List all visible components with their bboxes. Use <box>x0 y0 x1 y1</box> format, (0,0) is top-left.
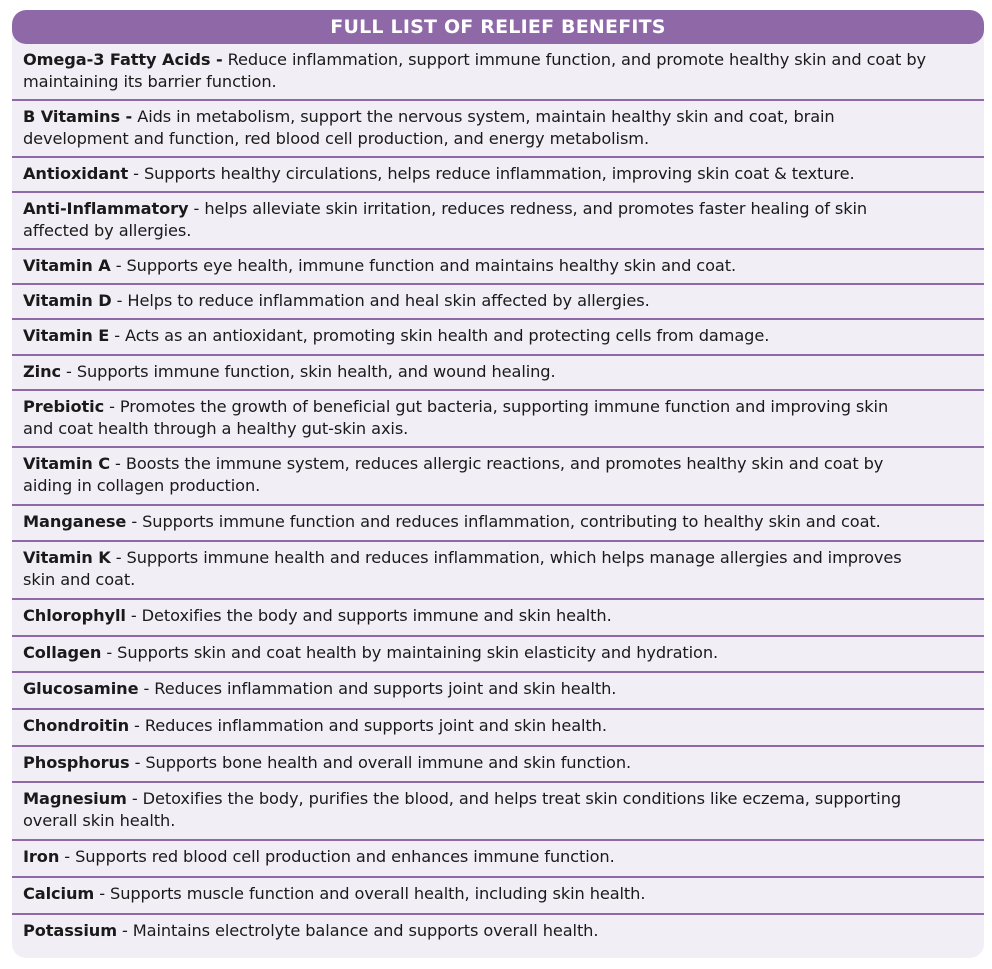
benefit-description-continued: affected by allergies. <box>23 221 192 240</box>
benefit-description-continued: development and function, red blood cell production, and energy metabolism. <box>23 129 650 148</box>
benefit-term: B Vitamins - <box>23 107 133 126</box>
benefit-description: - Helps to reduce inflammation and heal skin affected by allergies. <box>111 291 650 310</box>
benefit-term: Magnesium <box>23 789 127 808</box>
benefit-term: Collagen <box>23 643 102 662</box>
benefit-line <box>23 453 974 475</box>
benefit-line <box>23 396 974 418</box>
benefit-row <box>12 158 984 193</box>
benefit-line <box>23 846 974 868</box>
benefit-line <box>23 325 974 347</box>
benefit-line <box>23 49 974 71</box>
benefit-term: Antioxidant <box>23 164 129 183</box>
benefit-row <box>12 841 984 878</box>
benefit-row <box>12 391 984 448</box>
benefit-term: Iron <box>23 847 60 866</box>
benefit-description: - Supports red blood cell production and enhances immune function. <box>59 847 615 866</box>
benefit-term: Vitamin K <box>23 548 111 567</box>
benefit-description: Aids in metabolism, support the nervous system, maintain healthy skin and coat, brain <box>132 107 835 126</box>
benefit-row <box>12 915 984 950</box>
benefits-panel <box>12 10 984 958</box>
benefit-line <box>23 920 974 942</box>
benefit-term: Omega-3 Fatty Acids - <box>23 50 223 69</box>
benefit-line <box>23 678 974 700</box>
benefit-row <box>12 600 984 637</box>
benefit-term: Calcium <box>23 884 95 903</box>
benefit-row <box>12 710 984 747</box>
benefit-line <box>23 255 974 277</box>
benefit-description: - Supports immune health and reduces inflammation, which helps manage allergies and improves <box>110 548 902 567</box>
benefit-term: Chlorophyll <box>23 606 126 625</box>
benefit-row <box>12 285 984 320</box>
benefit-description: - Maintains electrolyte balance and supports overall health. <box>116 921 599 940</box>
benefit-line <box>23 106 974 128</box>
benefit-description: - Supports bone health and overall immune and skin function. <box>129 753 632 772</box>
benefit-description-continued: maintaining its barrier function. <box>23 72 277 91</box>
benefit-line <box>23 163 974 185</box>
benefit-row <box>12 356 984 391</box>
benefit-description: - helps alleviate skin irritation, reduces redness, and promotes faster healing of skin <box>188 199 868 218</box>
benefit-description: - Supports muscle function and overall health, including skin health. <box>94 884 646 903</box>
benefit-row <box>12 747 984 783</box>
benefit-row <box>12 193 984 250</box>
benefit-description: - Supports skin and coat health by maintaining skin elasticity and hydration. <box>101 643 719 662</box>
panel-title: FULL LIST OF RELIEF BENEFITS <box>12 10 984 44</box>
benefit-description: - Reduces inflammation and supports joint and skin health. <box>129 716 607 735</box>
benefits-list <box>12 44 984 950</box>
benefit-row <box>12 44 984 101</box>
benefit-row <box>12 783 984 841</box>
benefit-description: - Supports immune function and reduces inflammation, contributing to healthy skin and coat. <box>126 512 881 531</box>
benefit-description: - Promotes the growth of beneficial gut bacteria, supporting immune function and improving skin <box>104 397 889 416</box>
benefit-description: - Supports immune function, skin health, and wound healing. <box>61 362 556 381</box>
benefit-row <box>12 506 984 542</box>
benefit-line <box>23 605 974 627</box>
benefit-line <box>23 788 974 810</box>
benefit-description-continued: aiding in collagen production. <box>23 476 261 495</box>
benefit-line <box>23 361 974 383</box>
benefit-row <box>12 673 984 710</box>
benefit-term: Vitamin C <box>23 454 111 473</box>
benefit-row <box>12 250 984 285</box>
benefit-line <box>23 642 974 664</box>
benefit-description-continued: and coat health through a healthy gut-skin axis. <box>23 419 409 438</box>
benefit-term: Zinc <box>23 362 62 381</box>
benefit-row <box>12 320 984 356</box>
benefit-row <box>12 878 984 915</box>
benefit-description: - Reduces inflammation and supports joint and skin health. <box>138 679 617 698</box>
benefit-line <box>23 715 974 737</box>
benefit-row <box>12 637 984 673</box>
benefit-term: Manganese <box>23 512 127 531</box>
benefit-line <box>23 547 974 569</box>
benefit-description: - Boosts the immune system, reduces allergic reactions, and promotes healthy skin and coat by <box>110 454 884 473</box>
benefit-line <box>23 752 974 774</box>
benefit-row <box>12 448 984 506</box>
benefit-term: Phosphorus <box>23 753 130 772</box>
benefit-row <box>12 101 984 158</box>
benefit-line <box>23 883 974 905</box>
benefit-term: Vitamin D <box>23 291 112 310</box>
benefit-term: Vitamin A <box>23 256 111 275</box>
benefit-row <box>12 542 984 600</box>
benefit-description: - Supports eye health, immune function and maintains healthy skin and coat. <box>110 256 737 275</box>
benefit-line <box>23 198 974 220</box>
benefit-term: Prebiotic <box>23 397 105 416</box>
benefit-description: - Acts as an antioxidant, promoting skin health and protecting cells from damage. <box>109 326 770 345</box>
benefit-term: Potassium <box>23 921 117 940</box>
benefit-term: Vitamin E <box>23 326 110 345</box>
benefit-term: Chondroitin <box>23 716 130 735</box>
benefit-description-continued: overall skin health. <box>23 811 176 830</box>
benefit-description: - Detoxifies the body, purifies the blood, and helps treat skin conditions like eczema, supporting <box>126 789 902 808</box>
benefit-line <box>23 511 974 533</box>
benefit-description-continued: skin and coat. <box>23 570 136 589</box>
benefit-line <box>23 290 974 312</box>
benefit-description: - Detoxifies the body and supports immune and skin health. <box>125 606 612 625</box>
benefit-description: - Supports healthy circulations, helps reduce inflammation, improving skin coat & texture. <box>128 164 855 183</box>
benefit-term: Anti-Inflammatory <box>23 199 189 218</box>
benefit-description: Reduce inflammation, support immune function, and promote healthy skin and coat by <box>222 50 927 69</box>
benefit-term: Glucosamine <box>23 679 139 698</box>
